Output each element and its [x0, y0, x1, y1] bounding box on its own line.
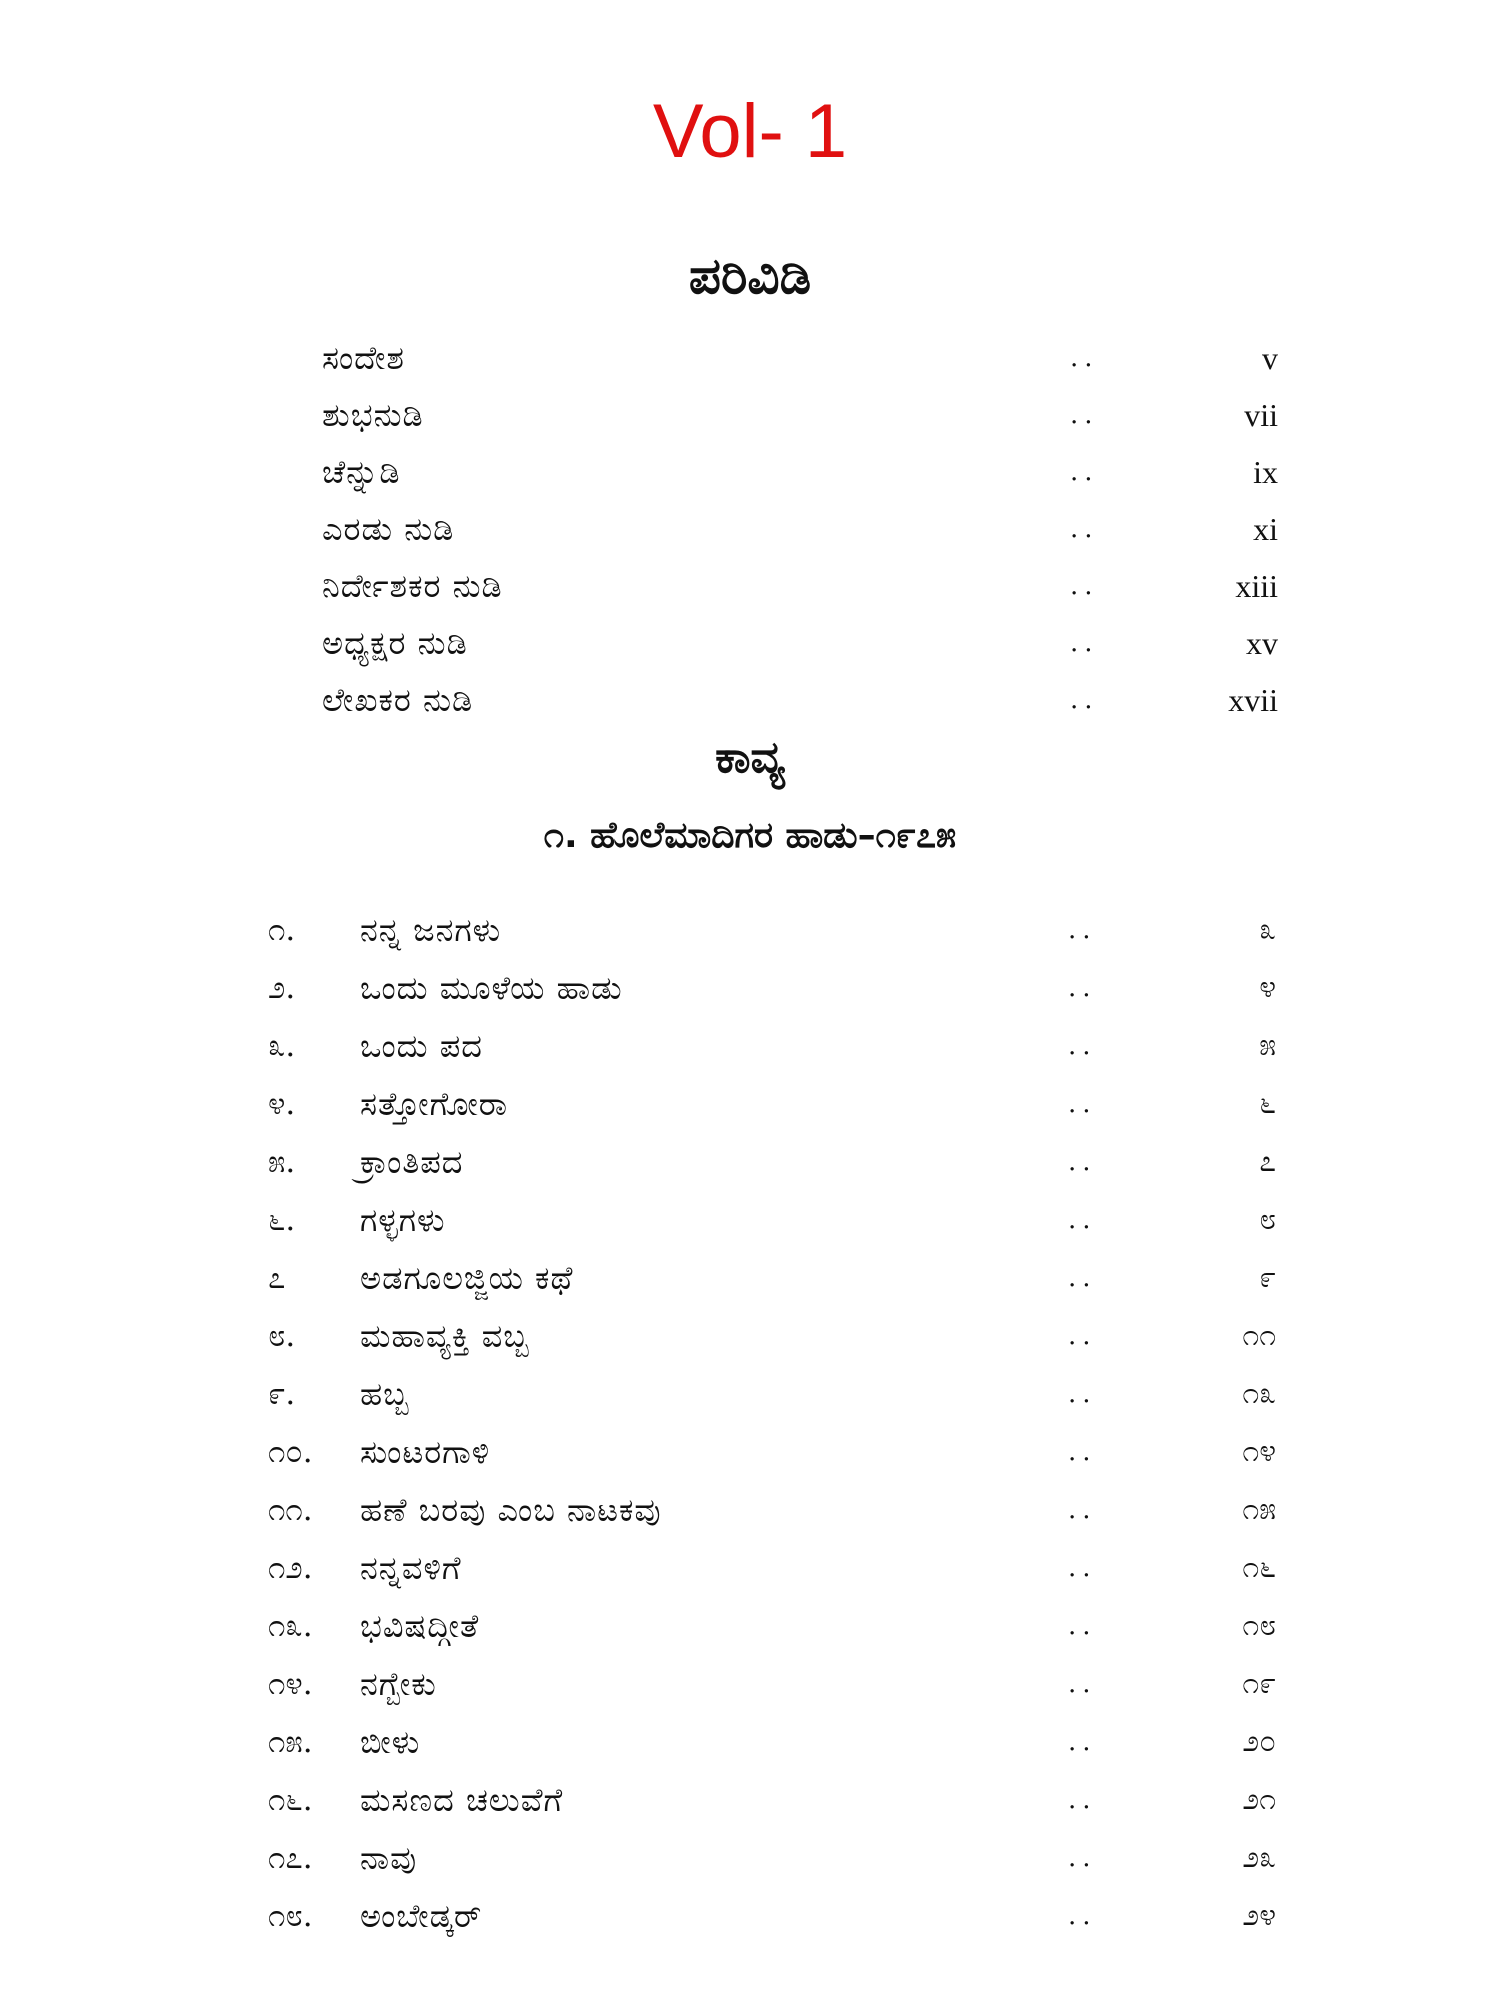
entry-page-number: xv — [1246, 625, 1278, 661]
entry-leader-dots: .. — [1070, 457, 1099, 487]
entry-page-number: vii — [1244, 397, 1278, 433]
entry-leader-dots: .. — [1068, 1553, 1097, 1583]
entry-leader-dots: .. — [1070, 685, 1099, 715]
entry-title: ಹಣೆ ಬರವು ಎಂಬ ನಾಟಕವು — [360, 1491, 662, 1529]
entry-number: ೩. — [268, 1028, 296, 1064]
entry-page-number: ೨೦ — [1242, 1724, 1276, 1759]
entry-number: ೧೬. — [268, 1782, 313, 1818]
entry-title: ನಿರ್ದೇಶಕರ ನುಡಿ — [322, 567, 503, 605]
entry-number: ೧. — [268, 912, 296, 948]
entry-page-number: ೧೫ — [1242, 1492, 1276, 1527]
entry-number: ೪. — [268, 1086, 296, 1122]
entry-number: ೨. — [268, 970, 296, 1006]
entry-page-number: xi — [1253, 511, 1278, 547]
entry-title: ಲೇಖಕರ ನುಡಿ — [322, 681, 474, 719]
entry-title: ಸತ್ತೋಗೋರಾ — [360, 1085, 509, 1123]
entry-title: ಮಹಾವ್ಯಕ್ತಿ ವಬ್ಬ — [360, 1317, 530, 1355]
entry-number: ೧೪. — [268, 1666, 313, 1702]
entry-leader-dots: .. — [1068, 1843, 1097, 1873]
entry-number: ೧೨. — [268, 1550, 313, 1586]
entry-title: ಒಂದು ಮೂಳೆಯ ಹಾಡು — [360, 969, 623, 1007]
entry-page-number: ೩ — [1259, 912, 1276, 947]
entry-leader-dots: .. — [1068, 1901, 1097, 1931]
entry-title: ಗಳ್ಳಗಳು — [360, 1201, 446, 1239]
toc-entry — [0, 330, 1500, 386]
entry-title: ಕ್ರಾಂತಿಪದ — [360, 1143, 464, 1181]
toc-entry — [0, 1772, 1500, 1828]
entry-title: ಭವಿಷದ್ಗೀತೆ — [360, 1607, 480, 1645]
entry-number: ೫. — [268, 1144, 296, 1180]
toc-entry — [0, 444, 1500, 500]
entry-title: ಒಂದು ಪದ — [360, 1027, 483, 1065]
entry-leader-dots: .. — [1068, 1611, 1097, 1641]
entry-title: ನಾವು — [360, 1839, 418, 1877]
entry-number: ೧೦. — [268, 1434, 313, 1470]
entry-page-number: ೧೧ — [1242, 1318, 1276, 1353]
toc-entry — [0, 615, 1500, 671]
entry-title: ಅಂಬೇಡ್ಕರ್ — [360, 1897, 483, 1935]
entry-number: ೧೫. — [268, 1724, 313, 1760]
toc-entry — [0, 1598, 1500, 1654]
entry-title: ಬೀಳು — [360, 1723, 421, 1761]
entry-page-number: ೨೧ — [1242, 1782, 1276, 1817]
toc-entry — [0, 1192, 1500, 1248]
entry-leader-dots: .. — [1068, 1031, 1097, 1061]
entry-leader-dots: .. — [1068, 1321, 1097, 1351]
entry-number: ೯. — [268, 1376, 296, 1412]
toc-entry — [0, 1250, 1500, 1306]
entry-title: ಅಡಗೂಲಜ್ಜಿಯ ಕಥೆ — [360, 1259, 574, 1297]
entry-page-number: ೧೪ — [1242, 1434, 1276, 1469]
entry-page-number: ೫ — [1259, 1028, 1276, 1063]
entry-title: ಚೆನ್ನುಡಿ — [322, 453, 401, 491]
entry-page-number: ೯ — [1259, 1260, 1276, 1295]
entry-leader-dots: .. — [1068, 1263, 1097, 1293]
entry-page-number: ೬ — [1259, 1086, 1276, 1121]
toc-entry — [0, 1714, 1500, 1770]
entry-leader-dots: .. — [1068, 973, 1097, 1003]
toc-entry — [0, 387, 1500, 443]
entry-number: ೭ — [268, 1260, 286, 1296]
entry-title: ನಗ್ಬೇಕು — [360, 1665, 437, 1703]
entry-leader-dots: .. — [1068, 1089, 1097, 1119]
entry-leader-dots: .. — [1068, 915, 1097, 945]
entry-page-number: ix — [1253, 454, 1278, 490]
toc-entry — [0, 1134, 1500, 1190]
toc-entry — [0, 1656, 1500, 1712]
entry-title: ಅಧ್ಯಕ್ಷರ ನುಡಿ — [322, 624, 468, 662]
entry-page-number: ೨೪ — [1242, 1898, 1276, 1933]
entry-leader-dots: .. — [1070, 628, 1099, 658]
entry-page-number: ೧೬ — [1242, 1550, 1276, 1585]
entry-page-number: v — [1262, 340, 1278, 376]
entry-leader-dots: .. — [1070, 514, 1099, 544]
entry-leader-dots: .. — [1068, 1785, 1097, 1815]
toc-entry — [0, 1366, 1500, 1422]
toc-entry — [0, 1830, 1500, 1886]
toc-entry — [0, 1540, 1500, 1596]
entry-number: ೧೧. — [268, 1492, 313, 1528]
entry-number: ೧೩. — [268, 1608, 313, 1644]
entry-leader-dots: .. — [1070, 400, 1099, 430]
toc-entry — [0, 1424, 1500, 1480]
entry-leader-dots: .. — [1068, 1437, 1097, 1467]
part-heading: ೧. ಹೊಲೆಮಾದಿಗರ ಹಾಡು–೧೯೭೫ — [543, 815, 957, 856]
entry-leader-dots: .. — [1070, 571, 1099, 601]
entry-title: ನನ್ನವಳಿಗೆ — [360, 1549, 462, 1587]
toc-entry — [0, 902, 1500, 958]
entry-page-number: xvii — [1228, 682, 1278, 718]
toc-entry — [0, 558, 1500, 614]
toc-entry — [0, 1076, 1500, 1132]
entry-page-number: ೭ — [1259, 1144, 1276, 1179]
entry-page-number: ೨೩ — [1242, 1840, 1276, 1875]
entry-title: ನನ್ನ ಜನಗಳು — [360, 911, 502, 949]
entry-number: ೧೮. — [268, 1898, 313, 1934]
entry-leader-dots: .. — [1068, 1495, 1097, 1525]
entry-leader-dots: .. — [1068, 1379, 1097, 1409]
toc-entry — [0, 1308, 1500, 1364]
toc-entry — [0, 960, 1500, 1016]
toc-entry — [0, 1888, 1500, 1944]
entry-number: ೧೭. — [268, 1840, 313, 1876]
entry-page-number: ೧೯ — [1242, 1666, 1276, 1701]
entry-leader-dots: .. — [1068, 1147, 1097, 1177]
toc-entry — [0, 1482, 1500, 1538]
contents-heading: ಪರಿವಿಡಿ — [688, 247, 812, 305]
toc-entry — [0, 501, 1500, 557]
entry-title: ಹಬ್ಬ — [360, 1375, 410, 1413]
entry-leader-dots: .. — [1070, 343, 1099, 373]
entry-leader-dots: .. — [1068, 1669, 1097, 1699]
entry-page-number: xiii — [1235, 568, 1278, 604]
entry-leader-dots: .. — [1068, 1727, 1097, 1757]
entry-page-number: ೪ — [1259, 970, 1276, 1005]
entry-number: ೮. — [268, 1318, 296, 1354]
toc-entry — [0, 672, 1500, 728]
section-heading: ಕಾವ್ಯ — [715, 732, 785, 783]
entry-page-number: ೮ — [1259, 1202, 1276, 1237]
entry-leader-dots: .. — [1068, 1205, 1097, 1235]
entry-page-number: ೧೮ — [1242, 1608, 1276, 1643]
entry-title: ಸುಂಟರಗಾಳಿ — [360, 1433, 491, 1471]
toc-entry — [0, 1018, 1500, 1074]
entry-title: ಮಸಣದ ಚಲುವೆಗೆ — [360, 1781, 564, 1819]
entry-title: ಶುಭನುಡಿ — [322, 396, 424, 434]
volume-label: Vol- 1 — [652, 89, 848, 174]
entry-number: ೬. — [268, 1202, 296, 1238]
entry-title: ಎರಡು ನುಡಿ — [322, 510, 455, 548]
entry-page-number: ೧೩ — [1242, 1376, 1276, 1411]
entry-title: ಸಂದೇಶ — [322, 339, 405, 377]
